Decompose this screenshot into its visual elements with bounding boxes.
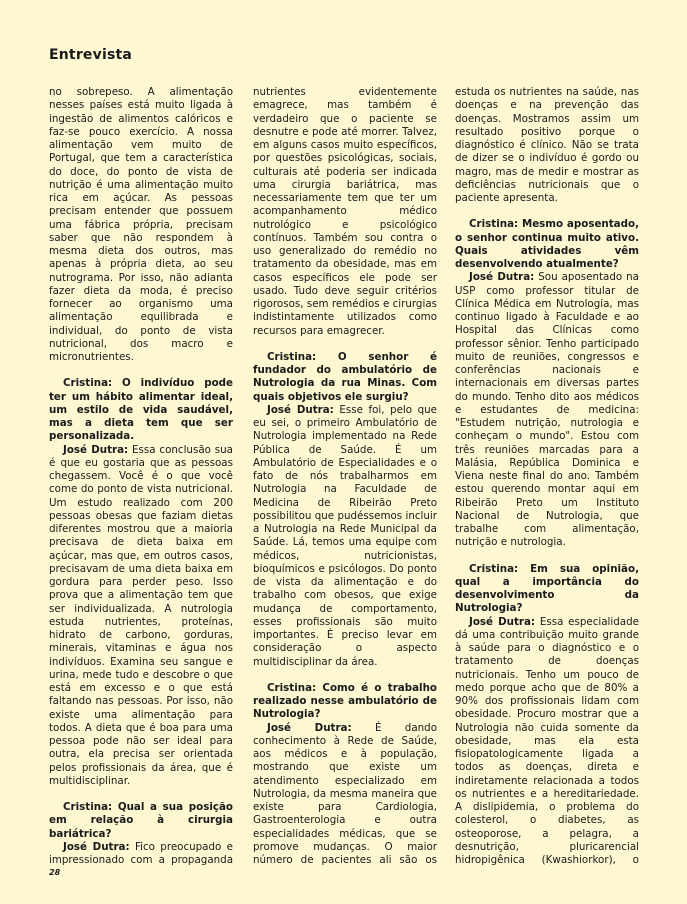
interview-question: Cristina: Mesmo aposentado, o senhor continua muito ativo. Quais atividades vêm desenvolvendo atualmente?	[455, 218, 639, 270]
speaker-name: José Dutra:	[267, 403, 334, 416]
interview-question: Cristina: O senhor é fundador do ambulatório de Nutrologia da rua Minas. Com quais objetivos ele surgiu?	[253, 350, 437, 403]
interview-answer	[253, 404, 437, 669]
paragraph: estuda os nutrientes na saúde, nas doenças e na prevenção das doenças. Mostramos assim um resultado positivo porque o diagnóstico é clínico. Não se trata de dizer se o indivíduo é gordo ou magro, mas de medir e mostrar as deficiências nutricionais que o paciente apresenta.	[455, 86, 639, 204]
answer-text: Essa conclusão sua é que eu gostaria que as pessoas chegassem. Você é o que você come do ponto de vista nutricional. Um estudo realizado com 200 pessoas obesas que faziam dietas diferentes mostrou que a maioria precisava de dieta baixa em açúcar, mas que, em outros casos, precisavam de uma dieta baixa em gordura para perder peso. Isso prova que a alimentação tem que ser individualizada. A nutrologia estuda nutrientes, proteínas, hidrato de carbono, gorduras, minerais, vitaminas e água nos indivíduos. Examina seu sangue e urina, mede tudo e descobre o que está em excesso e o que está faltando nas pessoas. Por isso, não existe uma alimentação para todos. A dieta que é boa para uma pessoa pode não ser ideal para outra, ela precisa ser orientada pelos profissionais da área, que é multidisciplinar.	[49, 443, 233, 787]
interview-answer	[49, 841, 233, 866]
interview-question: Cristina: Como é o trabalho realizado nesse ambulatório de Nutrologia?	[253, 681, 437, 721]
article-column-3	[455, 86, 639, 866]
answer-text: É dando conhecimento à Rede de Saúde, aos médicos e à população, mostrando que existe um atendimento especializado em Nutrologia, da mesma maneira que existe para Cardiologia, Gastroenterologia e outra especialidades médicas, que se promove mudanças. O maior número de pacientes ali são os	[253, 721, 437, 866]
paragraph: no sobrepeso. A alimentação nesses países está muito ligada à ingestão de alimentos calóricos e faz-se pouco exercício. A nossa alimentação vem muito de Portugal, que tem a característica do doce, do ponto de vista de nutrição é uma alimentação muito rica em açúcar. As pessoas precisam entender que possuem uma fábrica própria, precisam saber que não respondem à mesma dieta dos outros, mas apenas à própria dieta, ao seu nutrograma. Por isso, não adianta fazer dieta da moda, é preciso fornecer ao organismo uma alimentação equilibrada e individual, do ponto de vista nutricional, dos macro e micronutrientes.	[49, 86, 233, 363]
answer-text: Fico preocupado e impressionado com a propaganda	[49, 840, 233, 866]
section-title: Entrevista	[49, 47, 133, 63]
interview-question: Cristina: Qual a sua posição em relação à cirurgia bariátrica?	[49, 801, 233, 840]
speaker-name: José Dutra:	[63, 443, 129, 456]
interview-question: Cristina: O indivíduo pode ter um hábito alimentar ideal, um estilo de vida saudável, mas a dieta tem que ser personalizada.	[49, 377, 233, 443]
speaker-name: José Dutra:	[63, 840, 130, 853]
answer-text: Esse foi, pelo que eu sei, o primeiro Ambulatório de Nutrologia implementado na Rede Pública de Saúde. É um Ambulatório de Especialidades e o fato de nós trabalharmos em Nutrologia na Faculdade de Medicina de Ribeirão Preto possibilitou que pudéssemos incluir a Nutrologia na Rede Municipal da Saúde. Lá, temos uma equipe com médicos, nutricionistas, bioquímicos e psicólogos. Do ponto de vista da alimentação e do trabalho com obesos, que exige mudança de comportamento, esses profissionais são muito importantes. É preciso levar em consideração o aspecto multidisciplinar da área.	[253, 403, 437, 668]
interview-answer	[253, 722, 437, 867]
speaker-name: José Dutra:	[267, 721, 352, 734]
answer-text: Essa especialidade dá uma contribuição muito grande à saúde para o diagnóstico e o tratamento de doenças nutricionais. Tenho um pouco de medo porque acho que de 80% a 90% dos profissionais lidam com obesidade. Procuro mostrar que a Nutrologia não cuida somente da obesidade, mas ela esta fisiopatologicamente ligada a todos as doenças, direta e indiretamente relacionada a todos os nutrientes e a hereditariedade. A dislipidemia, o problema do colesterol, o diabetes, as osteoporose, a pelagra, a desnutrição, pluricarencial hidropigênica (Kwashiorkor), o	[455, 615, 639, 866]
page-number: 28	[49, 868, 61, 877]
interview-answer	[455, 616, 639, 867]
answer-text: Sou aposentado na USP como professor titular de Clínica Médica em Nutrologia, mas continuo ligado à Faculdade e ao Hospital das Clínicas como professor sênior. Tenho participado muito de reuniões, congressos e conferências nacionais e internacionais em diversas partes do mundo. Tenho dito aos médicos e estudantes de medicina: "Estudem nutrição, nutrologia e conheçam o mundo". Estou com três reuniões marcadas para a Malásia, República Dominica e Viena neste final do ano. Também estou querendo montar aqui em Ribeirão Preto um Instituto Nacional de Nutrologia, que trabalhe com alimentação, nutrição e nutrologia.	[455, 271, 639, 549]
article-column-2	[253, 86, 437, 866]
interview-answer	[455, 271, 639, 549]
speaker-name: José Dutra:	[469, 271, 535, 284]
paragraph: nutrientes evidentemente emagrece, mas também é verdadeiro que o paciente se desnutre e pode até morrer. Talvez, em alguns casos muito específicos, por questões psicológicas, sociais, culturais até poderia ser indicada uma cirurgia bariátrica, mas necessariamente tem que ter um acompanhamento médico nutrológico e psicológico contínuos. Também sou contra o uso generalizado do remédio no tratamento da obesidade, mas em casos específicos ele pode ser usado. Tudo deve seguir critérios rigorosos, sem remédios e cirurgias indistintamente utilizados como recursos para emagrecer.	[253, 86, 437, 337]
interview-question: Cristina: Em sua opinião, qual a importância do desenvolvimento da Nutrologia?	[455, 562, 639, 615]
interview-answer	[49, 444, 233, 789]
article-column-1	[49, 86, 233, 866]
speaker-name: José Dutra:	[469, 615, 536, 628]
